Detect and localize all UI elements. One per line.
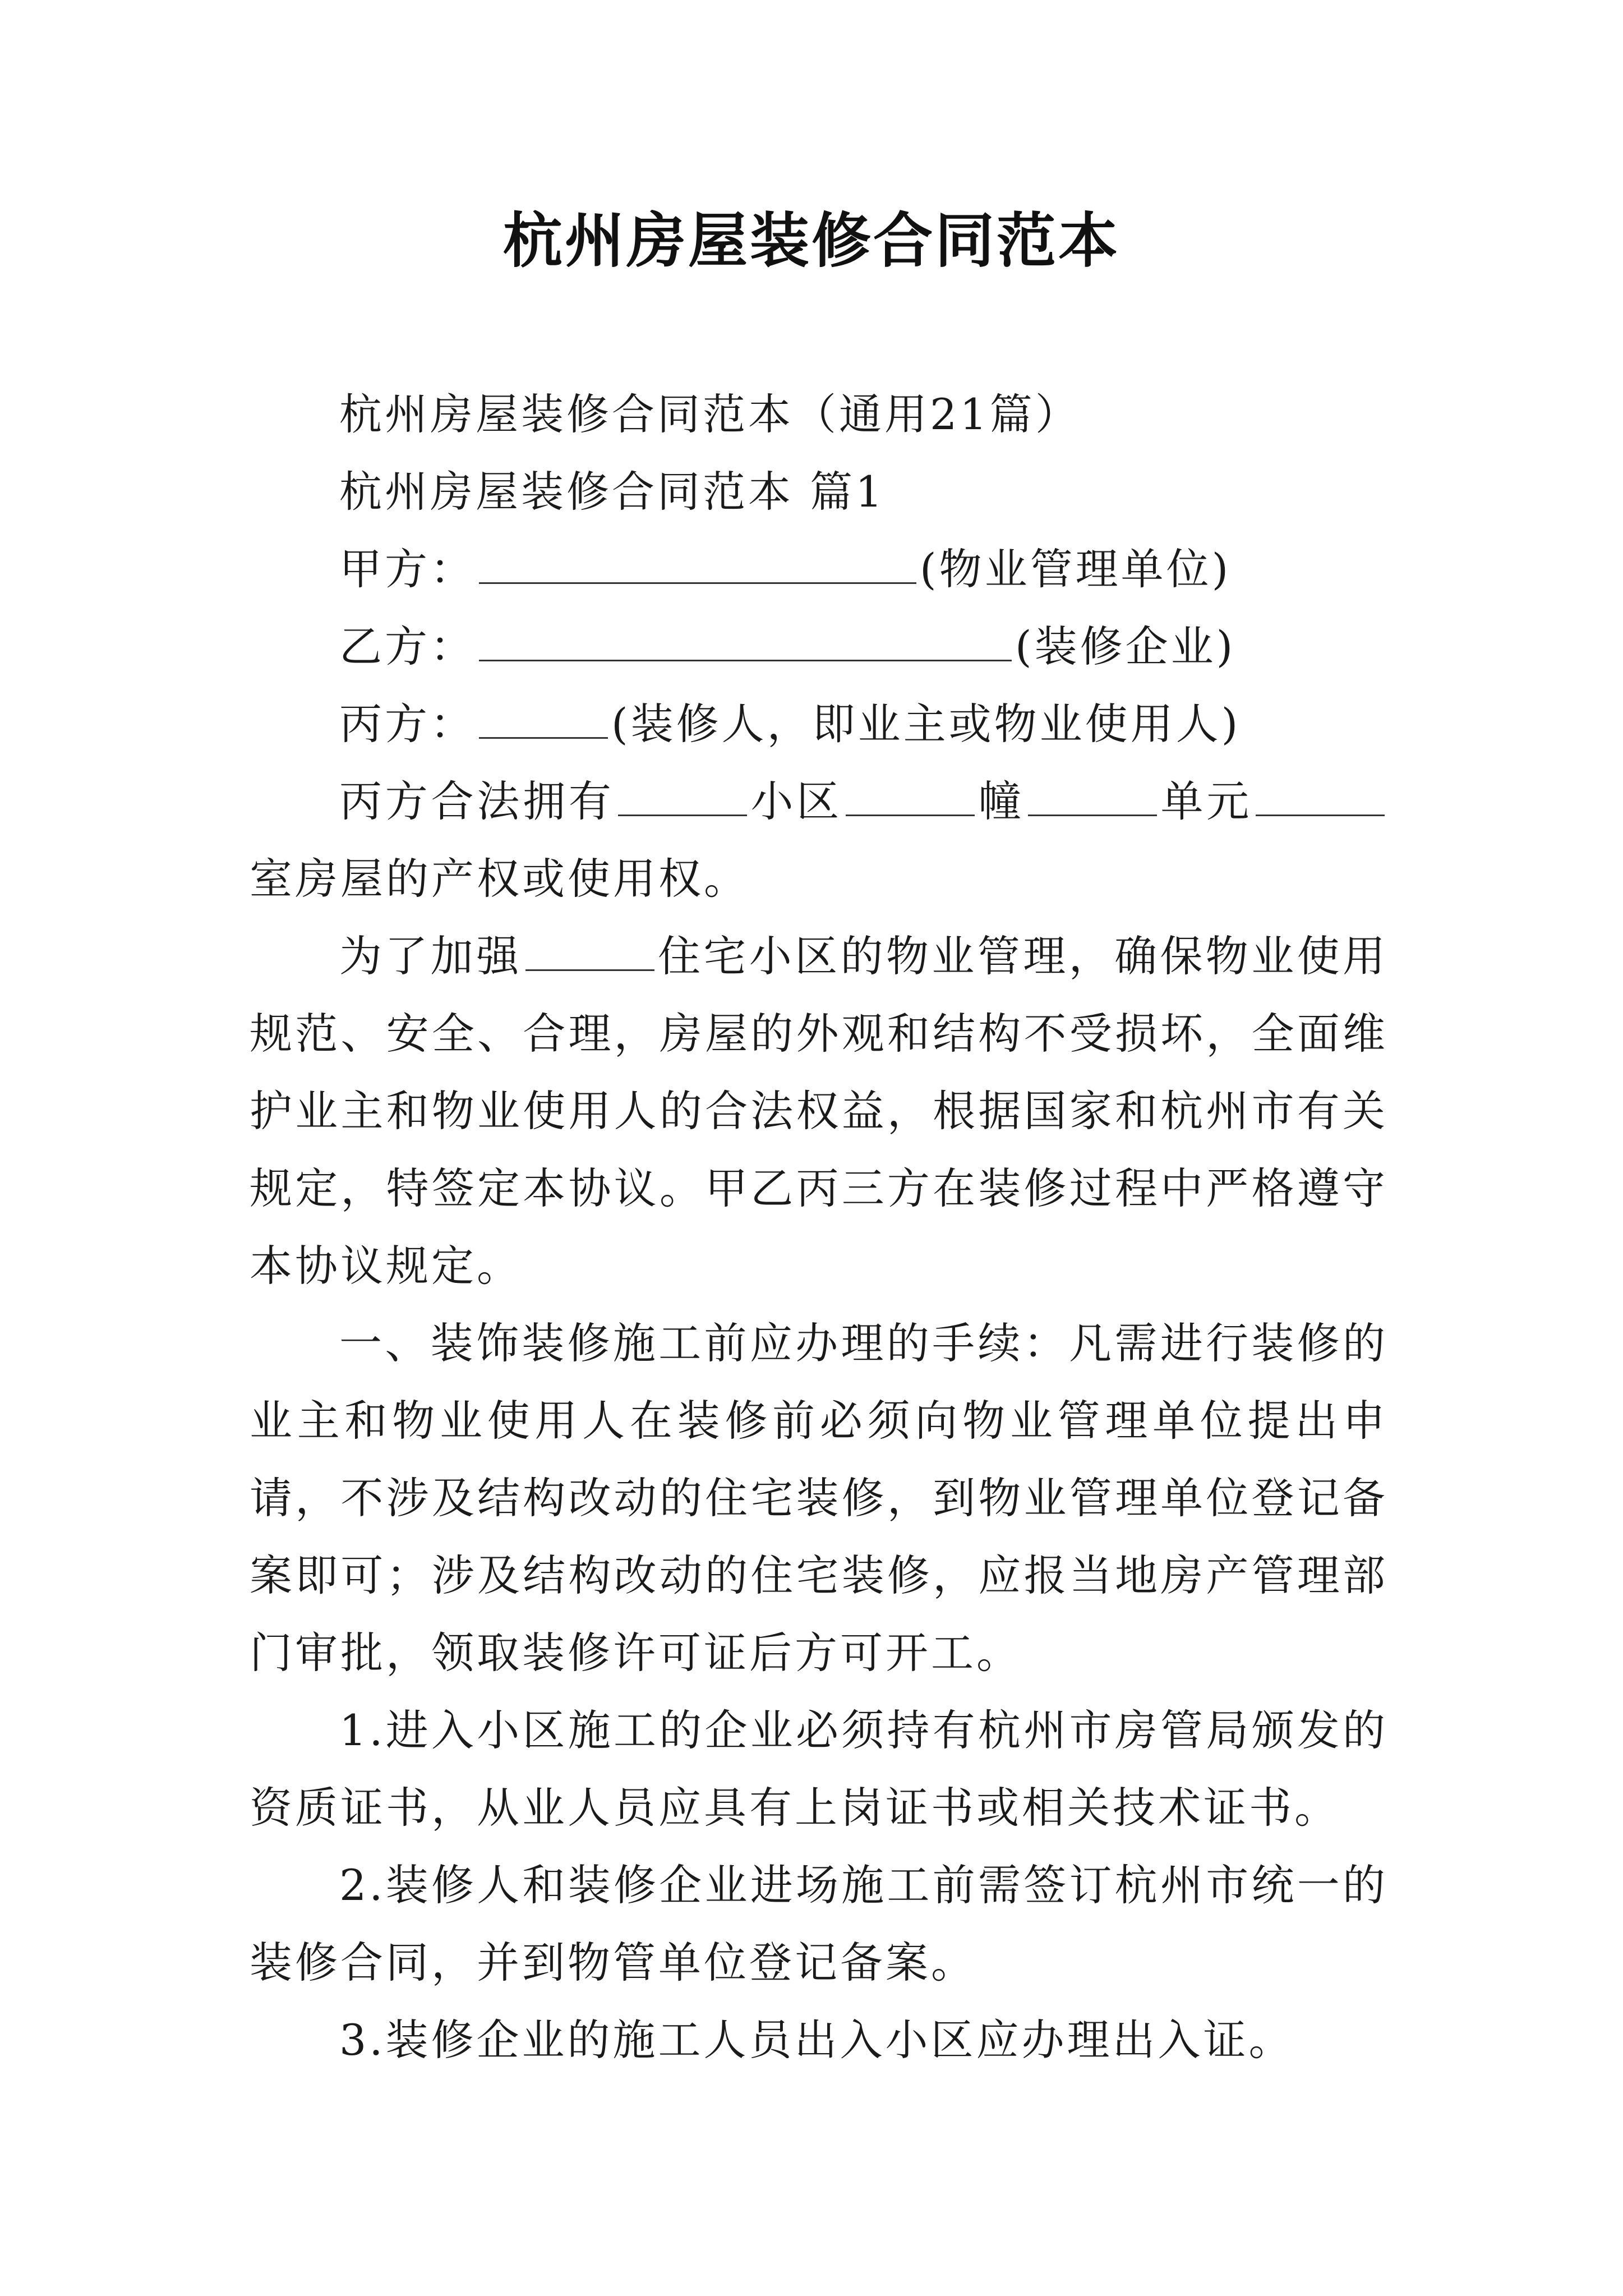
ownership-text-5: 室	[250, 854, 295, 904]
section-heading: 杭州房屋装修合同范本 篇1	[339, 467, 886, 517]
ownership-text-1: 丙方合法拥有	[339, 776, 615, 826]
party-a-note: (物业管理单位)	[920, 544, 1232, 594]
item-2-paragraph: 2.装修人和装修企业进场施工前需签订杭州市统一的装修合同，并到物管单位登记备案。	[250, 1860, 1388, 1987]
document-title: 杭州房屋装修合同范本	[503, 206, 1120, 275]
community-blank	[618, 777, 747, 816]
purpose-paragraph	[250, 918, 1388, 1305]
party-b-label: 乙方：	[339, 622, 476, 671]
residential-blank	[525, 932, 654, 971]
party-b-blank	[479, 623, 1012, 661]
party-b-note: (装修企业)	[1015, 622, 1236, 671]
document-subtitle: 杭州房屋装修合同范本（通用21篇）	[339, 389, 1081, 439]
building-blank	[846, 777, 975, 816]
item-3-paragraph: 3.装修企业的施工人员出入小区应办理出入证。	[339, 2015, 1294, 2065]
ownership-text-2: 小区	[750, 776, 843, 826]
room-blank	[1256, 777, 1385, 816]
party-c-blank	[479, 700, 608, 739]
purpose-text-1: 为了加强	[339, 931, 522, 981]
ownership-text-3: 幢	[978, 776, 1025, 826]
party-c-note: (装修人，即业主或物业使用人)	[611, 699, 1241, 749]
ownership-paragraph	[250, 763, 1388, 918]
party-c-line	[250, 685, 1388, 763]
party-a-label: 甲方：	[339, 544, 476, 594]
document-body	[250, 376, 1388, 2079]
unit-blank	[1028, 777, 1157, 816]
item-1-paragraph: 1.进入小区施工的企业必须持有杭州市房管局颁发的资质证书，从业人员应具有上岗证书或相关技术证书。	[250, 1705, 1388, 1833]
clause-1-paragraph: 一、装饰装修施工前应办理的手续：凡需进行装修的业主和物业使用人在装修前必须向物业管理单位提出申请，不涉及结构改动的住宅装修，到物业管理单位登记备案即可；涉及结构改动的住宅装修，应报当地房产管理部门审批，领取装修许可证后方可开工。	[250, 1318, 1388, 1678]
ownership-text-4: 单元	[1160, 776, 1253, 826]
party-a-blank	[479, 545, 916, 584]
ownership-text-6: 房屋的产权或使用权。	[295, 854, 749, 904]
party-a-line	[250, 531, 1388, 608]
purpose-text-2: 住宅小区的物业管理，确保物业使用规范、安全、合理，房屋的外观和结构不受损坏，全面维护业主和物业使用人的合法权益，根据国家和杭州市有关规定，特签定本协议。甲乙丙三方在装修过程中严格遵守本协议规定。	[250, 931, 1389, 1291]
party-c-label: 丙方：	[339, 699, 476, 749]
party-b-line	[250, 608, 1388, 685]
